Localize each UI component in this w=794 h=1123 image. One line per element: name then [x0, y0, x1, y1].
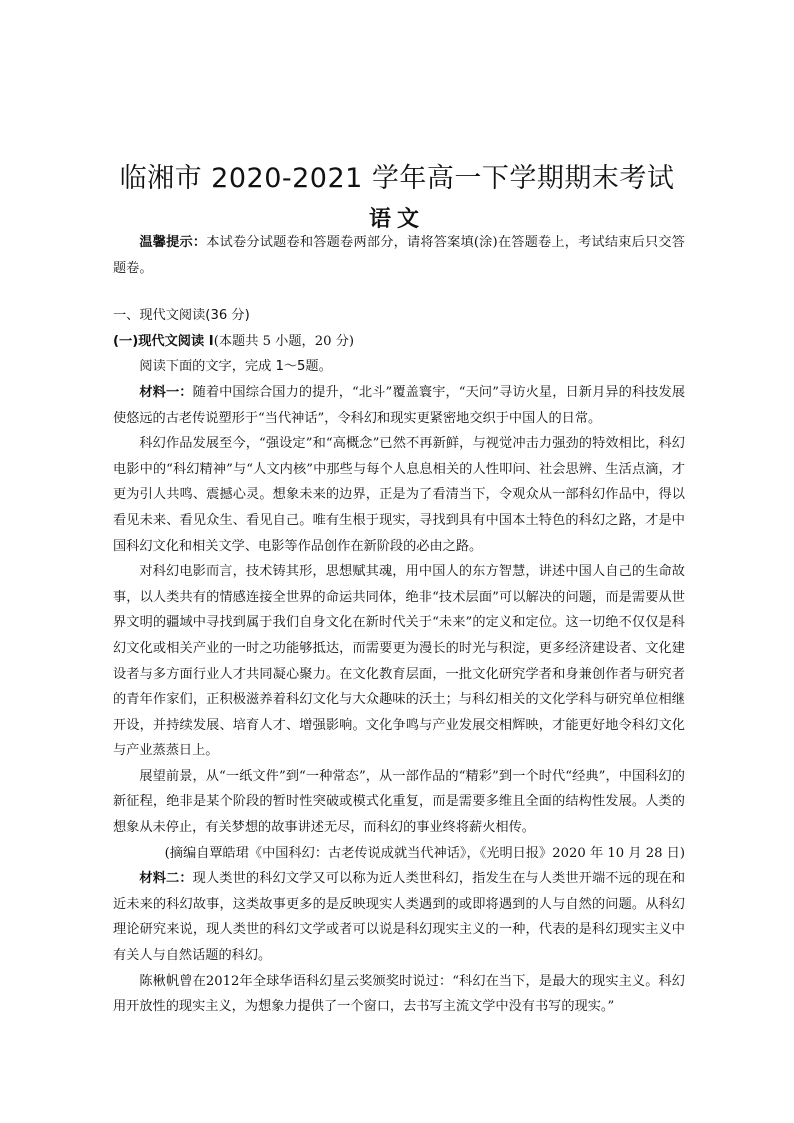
- part-label: (一)现代文阅读 I: [113, 333, 214, 349]
- material1-paragraph-3: 对科幻电影而言，技术铸其形，思想赋其魂，用中国人的东方智慧，讲述中国人自己的生命故事，以人类共有的情感连接全世界的命运共同体，绝非“技术层面”可以解决的问题，而是需要从世界文明的疆域中寻找到属于我们自身文化在新时代关于“未来”的定义和定位。这一切绝不仅仅是科幻文化或相关产业的一时之功能够抵达，而需要更为漫长的时光与积淀，更多经济建设者、文化建设者与多方面行业人才共同凝心聚力。在文化教育层面，一批文化研究学者和身兼创作者与研究者的青年作家们，正积极滋养着科幻文化与大众趣味的沃土；与科幻相关的文化学科与研究单位相继开设，并持续发展、培育人才、增强影响。文化争鸣与产业发展交相辉映，才能更好地令科幻文化与产业蒸蒸日上。: [113, 564, 685, 759]
- exam-title: 临湘市 2020-2021 学年高一下学期期末考试: [119, 163, 675, 194]
- notice-text: 本试卷分试题卷和答题卷两部分，请将答案填(涂)在答题卷上，考试结束后只交答题卷。: [113, 235, 685, 276]
- spacer: [113, 281, 685, 303]
- material2-label: 材料二：: [139, 871, 193, 887]
- material2-paragraph-2: 陈楸帆曾在2012年全球华语科幻星云奖颁奖时说过：“科幻在当下，是最大的现实主义。科幻用开放性的现实主义，为想象力提供了一个窗口，去书写主流文学中没有书写的现实。”: [113, 973, 685, 1015]
- subject-title: 语文: [368, 206, 425, 232]
- part-heading: [113, 329, 685, 355]
- notice-label: 温馨提示：: [139, 235, 207, 250]
- reading-instruction: 阅读下面的文字，完成 1～5题。: [139, 359, 332, 375]
- material1-source: (摘编自覃皓珺《中国科幻：古老传说成就当代神话》，《光明日报》2020 年 10 月 28 日): [164, 845, 685, 861]
- material2-text-1: 现人类世的科幻文学又可以称为近人类世科幻，指发生在与人类世开端不远的现在和近未来的科幻故事，这类故事更多的是反映现实人类遇到的或即将遇到的人与自然的问题。从科幻理论研究来说，现人类世的科幻文学或者可以说是科幻现实主义的一种，代表的是科幻现实主义中有关人与自然话题的科幻。: [113, 871, 686, 964]
- notice-paragraph: [113, 230, 685, 281]
- section-heading: 一、现代文阅读(36 分): [113, 308, 250, 324]
- material1-paragraph-2: 科幻作品发展至今，“强设定”和“高概念”已然不再新鲜，与视觉冲击力强劲的特效相比，科幻电影中的“科幻精神”与“人文内核”中那些与每个人息息相关的人性叩问、社会思辨、生活点滴，才更为引人共鸣、震撼心灵。想象未来的边界，正是为了看清当下，令观众从一部科幻作品中，得以看见未来、看见众生、看见自己。唯有生根于现实，寻找到具有中国本土特色的科幻之路，才是中国科幻文化和相关文学、电影等作品创作在新阶段的必由之路。: [113, 436, 685, 554]
- material1-text-1: 随着中国综合国力的提升，“北斗”覆盖寰宇，“天问”寻访火星，日新月异的科技发展使悠远的古老传说塑形于“当代神话”，令科幻和现实更紧密地交织于中国人的日常。: [113, 384, 686, 426]
- material1-label: 材料一：: [139, 384, 193, 400]
- part-note: (本题共 5 小题，20 分): [213, 333, 355, 349]
- exam-body: [113, 230, 685, 1020]
- material2-paragraph-1: [113, 866, 685, 968]
- material1-paragraph-4: 展望前景，从“一纸文件”到“一种常态”，从一部作品的“精彩”到一个时代“经典”，中国科幻的新征程，绝非是某个阶段的暂时性突破或模式化重复，而是需要多维且全面的结构性发展。人类的想象从未停止，有关梦想的故事讲述无尽，而科幻的事业终将薪火相传。: [113, 768, 685, 836]
- material1-paragraph-1: [113, 380, 685, 431]
